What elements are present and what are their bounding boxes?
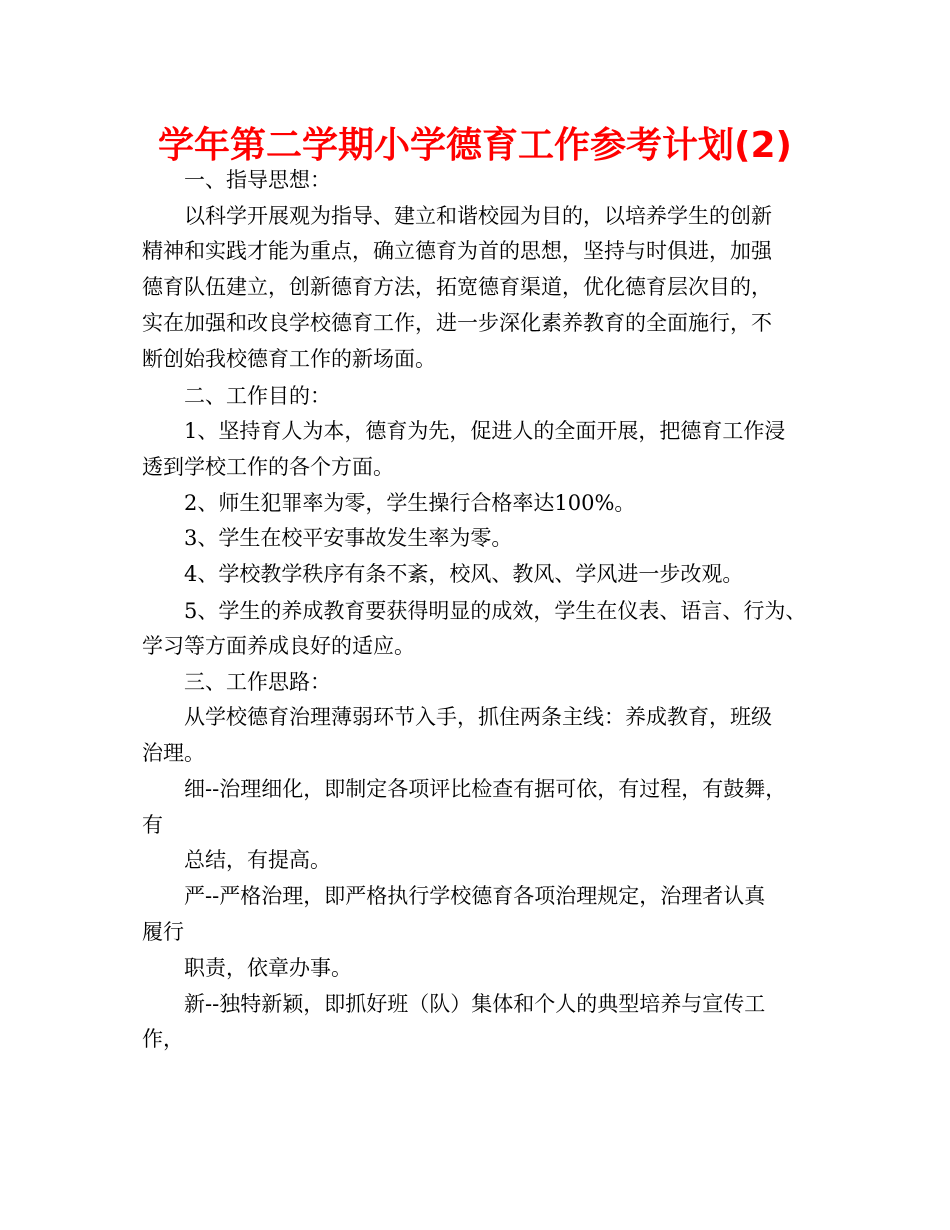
paragraph-line: 断创始我校德育工作的新场面。 [142, 347, 436, 371]
paragraph-line: 学习等方面养成良好的适应。 [142, 634, 415, 658]
paragraph-line: 履行 [142, 920, 184, 944]
paragraph-line: 治理。 [142, 741, 205, 765]
paragraph-line: 作， [142, 1027, 184, 1051]
paragraph-line: 2、师生犯罪率为零，学生操行合格率达100%。 [184, 491, 636, 515]
section-heading: 一、指导思想： [184, 168, 331, 192]
paragraph-line: 5、学生的养成教育要获得明显的成效，学生在仪表、语言、行为、 [184, 599, 807, 623]
paragraph-line: 1、坚持育人为本，德育为先，促进人的全面开展，把德育工作浸 [184, 419, 786, 443]
paragraph-line: 以科学开展观为指导、建立和谐校园为目的，以培养学生的创新 [184, 204, 772, 228]
section-heading: 二、工作目的： [184, 384, 331, 408]
paragraph-line: 有 [142, 813, 163, 837]
paragraph-line: 新--独特新颖，即抓好班（队）集体和个人的典型培养与宣传工 [184, 992, 766, 1016]
paragraph-line: 严--严格治理，即严格执行学校德育各项治理规定，治理者认真 [184, 884, 766, 908]
paragraph-line: 总结，有提高。 [184, 848, 331, 872]
paragraph-line: 实在加强和改良学校德育工作，进一步深化素养教育的全面施行，不 [142, 311, 772, 335]
section-heading: 三、工作思路： [184, 670, 331, 694]
paragraph-line: 3、学生在校平安事故发生率为零。 [184, 526, 513, 550]
paragraph-line: 细--治理细化，即制定各项评比检查有据可依，有过程，有鼓舞， [184, 777, 787, 801]
paragraph-line: 精神和实践才能为重点，确立德育为首的思想，坚持与时俱进，加强 [142, 239, 772, 263]
paragraph-line: 4、学校教学秩序有条不紊，校风、教风、学风进一步改观。 [184, 562, 744, 586]
document-title: 学年第二学期小学德育工作参考计划(2) [158, 125, 792, 166]
paragraph-line: 从学校德育治理薄弱环节入手，抓住两条主线：养成教育，班级 [184, 705, 772, 729]
paragraph-line: 透到学校工作的各个方面。 [142, 455, 394, 479]
paragraph-line: 德育队伍建立，创新德育方法，拓宽德育渠道，优化德育层次目的， [142, 275, 772, 299]
paragraph-line: 职责，依章办事。 [184, 956, 352, 980]
